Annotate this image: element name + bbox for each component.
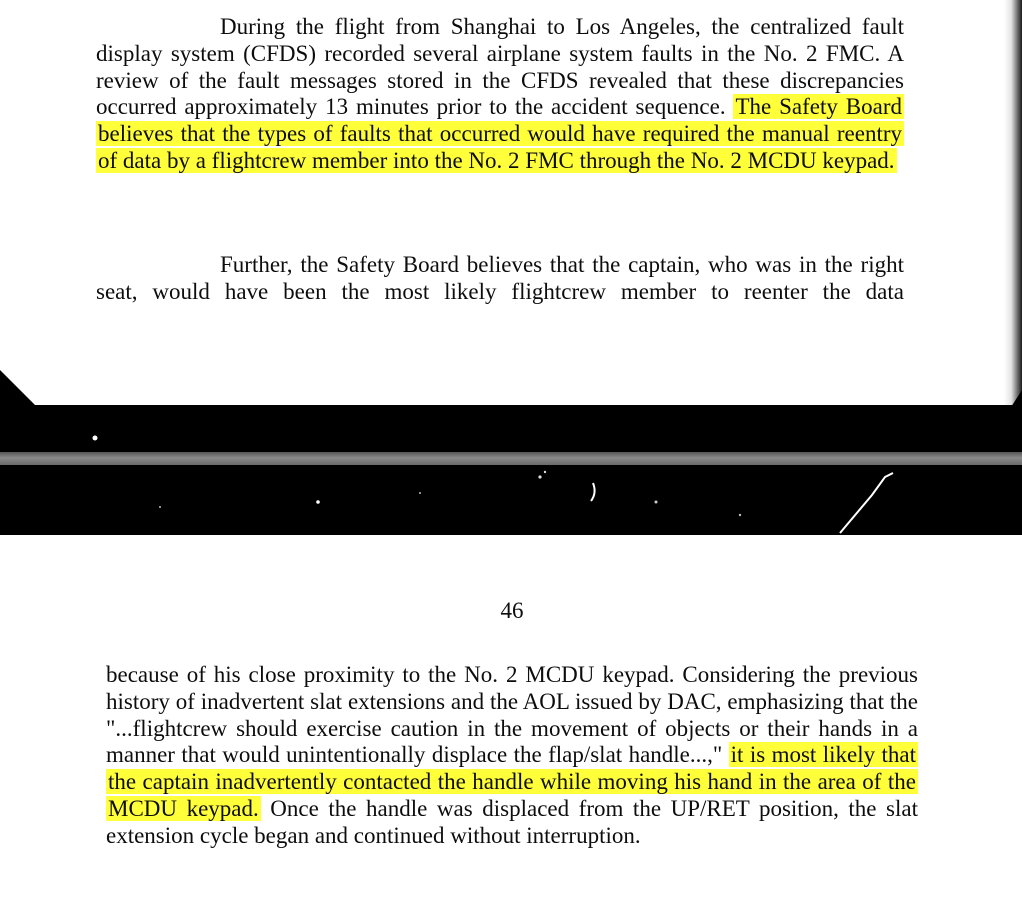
paragraph-text: because of his close proximity to the No. 2 MCDU keypad. Considering the previous history of inadvertent slat extensions and the AOL issued by DAC, emphasizing that the "...flightcrew should exercise caution in the movement of objects or their hands in a manner that would unintentionally displace the flap/slat handle...," bbox=[106, 662, 918, 768]
scan-torn-corner bbox=[0, 0, 1022, 420]
paragraph-mcdu-proximity bbox=[106, 662, 918, 850]
paragraph-captain-right-seat: Further, the Safety Board believes that the captain, who was in the right seat, would have been the most likely flightcrew member to reenter the data bbox=[96, 252, 904, 304]
paragraph-text: During the flight from Shanghai to Los Angeles, the centralized fault display system (CFDS) recorded several airplane system faults in the No. 2 FMC. A review of the fault messages stored in the CFDS revealed that these discrepancies occurred approximately 13 minutes prior to the accident sequence. bbox=[96, 14, 904, 120]
paragraph-text-end: Once the handle was displaced from the UP/RET position, the slat extension cycle began and continued without interruption. bbox=[106, 795, 918, 848]
scan-gray-strip bbox=[0, 452, 1022, 465]
scan-artifact-specks bbox=[0, 405, 1022, 540]
page-number: 46 bbox=[500, 598, 524, 623]
scan-gap-band bbox=[0, 405, 1022, 540]
highlighted-text: it is most likely that the captain inadvertently contacted the handle while moving his hand in the area of the MCDU keypad. bbox=[108, 742, 916, 821]
highlighted-text: The Safety Board believes that the types of faults that occurred would have required the manual reentry of data by a flightcrew member into the No. 2 FMC through the No. 2 MCDU keypad. bbox=[98, 94, 902, 173]
